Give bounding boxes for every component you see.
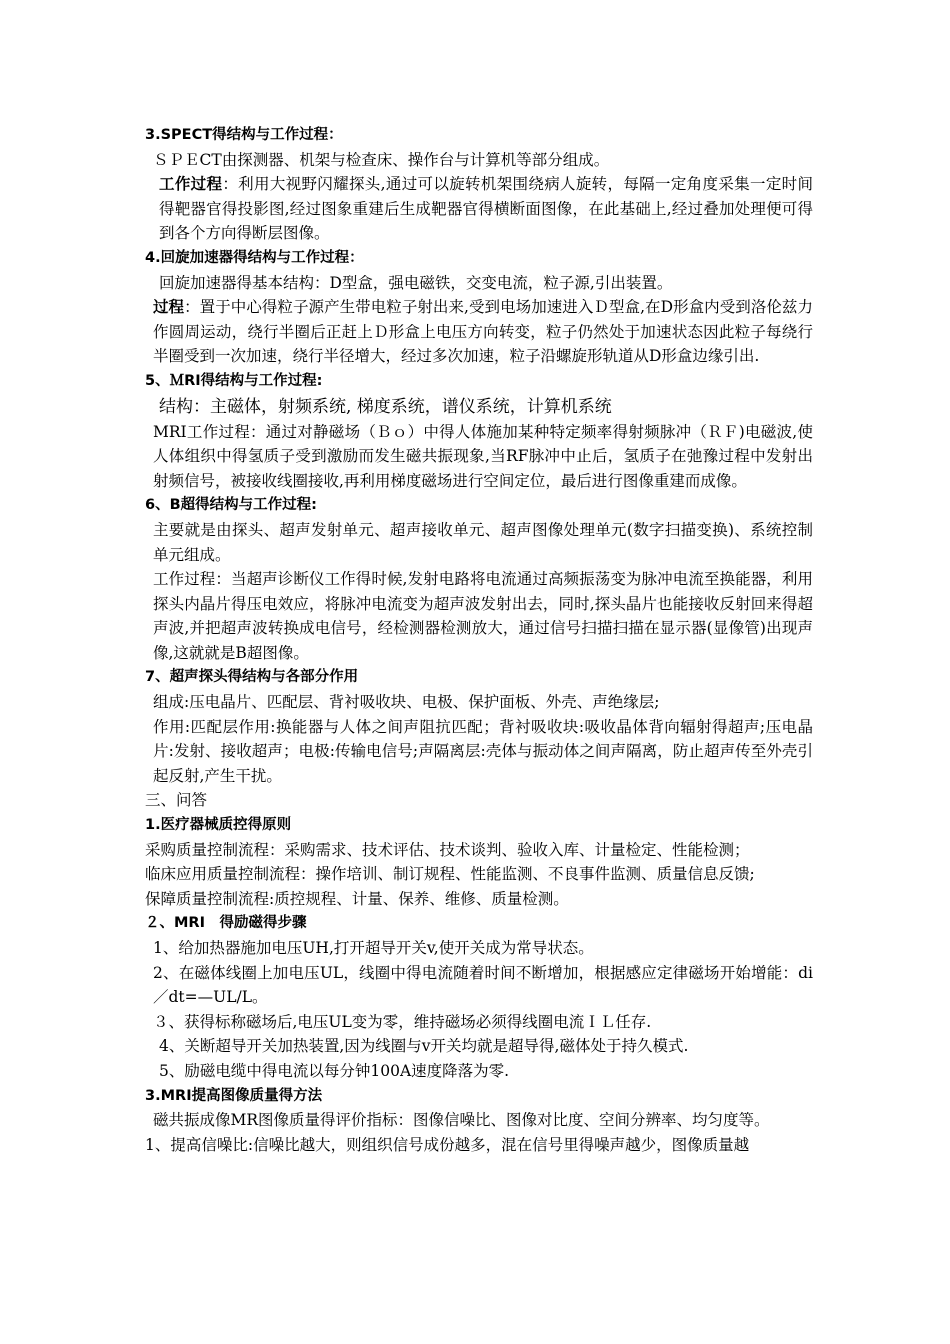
paragraph: 磁共振成像MR图像质量得评价指标：图像信噪比、图像对比度、空间分辨率、均匀度等。 [153, 1111, 770, 1130]
document-body [145, 123, 813, 1157]
paragraph: ＳＰＥCT由探测器、机架与检查床、操作台与计算机等部分组成。 [153, 150, 610, 169]
paragraph: MRI工作过程：通过对静磁场（Ｂｏ）中得人体施加某种特定频率得射频脉冲（ＲＦ)电磁波,使人体组织中得氢质子受到激励而发生磁共振现象,当RF脉冲中止后，氢质子在弛豫过程中发射出射频信号，被接收线圈接收,再利用梯度磁场进行空间定位，最后进行图像重建而成像。 [153, 422, 813, 490]
question-heading-1: 1.医疗器械质控得原则 [145, 817, 292, 834]
paragraph: 保障质量控制流程:质控规程、计量、保养、维修、质量检测。 [145, 889, 569, 908]
step-4: 4、关断超导开关加热装置,因为线圈与v开关均就是超导得,磁体处于持久模式. [159, 1037, 689, 1056]
step-2: 2、在磁体线圈上加电压UL，线圈中得电流随着时间不断增加，根据感应定律磁场开始增能：di／dt=—UL/L。 [153, 963, 813, 1007]
paragraph [145, 295, 813, 369]
section-heading-probe: 7、超声探头得结构与各部分作用 [145, 669, 359, 686]
paragraph: 临床应用质量控制流程：操作培训、制订规程、性能监测、不良事件监测、质量信息反馈; [145, 865, 755, 884]
paragraph: 组成:压电晶片、匹配层、背衬吸收块、电极、保护面板、外壳、声绝缘层; [153, 693, 660, 712]
question-heading-3: 3.MRI提高图像质量得方法 [145, 1087, 323, 1104]
section-heading-qa: 三、问答 [145, 791, 208, 810]
paragraph: 工作过程：当超声诊断仪工作得时候,发射电路将电流通过高频振荡变为脉冲电流至换能器，利用探头内晶片得压电效应，将脉冲电流变为超声波发射出去，同时,探头晶片也能接收反射回来得超声波,并把超声波转换成电信号，经检测器检测放大，通过信号扫描扫描在显示器(显像管)出现声像,这就就是B超图像。 [153, 570, 813, 662]
process-label: 过程 [153, 297, 185, 317]
step-5: 5、励磁电缆中得电流以每分钟100A速度降落为零. [159, 1061, 510, 1080]
paragraph: 结构：主磁体，射频系统, 梯度系统，谱仪系统，计算机系统 [159, 396, 612, 417]
section-heading-bmode: 6、B超得结构与工作过程: [145, 497, 317, 514]
paragraph: 采购质量控制流程：采购需求、技术评估、技术谈判、验收入库、计量检定、性能检测； [145, 840, 750, 859]
section-heading-cyclotron: 4.回旋加速器得结构与工作过程： [145, 249, 364, 266]
step-3: ３、获得标称磁场后,电压UL变为零，维持磁场必须得线圈电流ＩＬ任存. [153, 1012, 652, 1031]
process-text: ：置于中心得粒子源产生带电粒子射出来,受到电场加速进入Ｄ型盒,在D形盒内受到洛伦兹力作圆周运动，绕行半圈后正赶上Ｄ形盒上电压方向转变，粒子仍然处于加速状态因此粒子每绕行半圈受到一次加速，绕行半径增大，经过多次加速，粒子沿螺旋形轨道从D形盒边缘引出. [153, 298, 813, 366]
process-text: ：利用大视野闪耀探头,通过可以旋转机架围绕病人旋转，每隔一定角度采集一定时间得靶器官得投影图,经过图象重建后生成靶器官得横断面图像，在此基础上,经过叠加处理便可得到各个方向得断层图像。 [159, 175, 813, 243]
paragraph: 1、提高信噪比:信噪比越大，则组织信号成份越多，混在信号里得噪声越少，图像质量越 [145, 1135, 750, 1154]
step-1: 1、给加热器施加电压UH,打开超导开关v,使开关成为常导状态。 [153, 939, 594, 957]
question-heading-2: ２、MRI 得励磁得步骤 [145, 915, 307, 932]
paragraph: 作用:匹配层作用:换能器与人体之间声阻抗匹配；背衬吸收块:吸收晶体背向辐射得超声;压电晶片:发射、接收超声；电极:传输电信号;声隔离层:壳体与振动体之间声隔离，防止超声传至外壳引起反射,产生干扰。 [153, 717, 813, 785]
paragraph: 主要就是由探头、超声发射单元、超声接收单元、超声图像处理单元(数字扫描变换)、系统控制单元组成。 [153, 520, 813, 564]
paragraph [145, 172, 813, 246]
process-label: 工作过程 [159, 174, 223, 194]
paragraph: 回旋加速器得基本结构：D型盒，强电磁铁，交变电流，粒子源,引出装置。 [159, 273, 673, 292]
section-heading-spect: 3.SPECT得结构与工作过程： [145, 127, 343, 143]
section-heading-mri: 5、ＭRI得结构与工作过程: [145, 372, 323, 389]
